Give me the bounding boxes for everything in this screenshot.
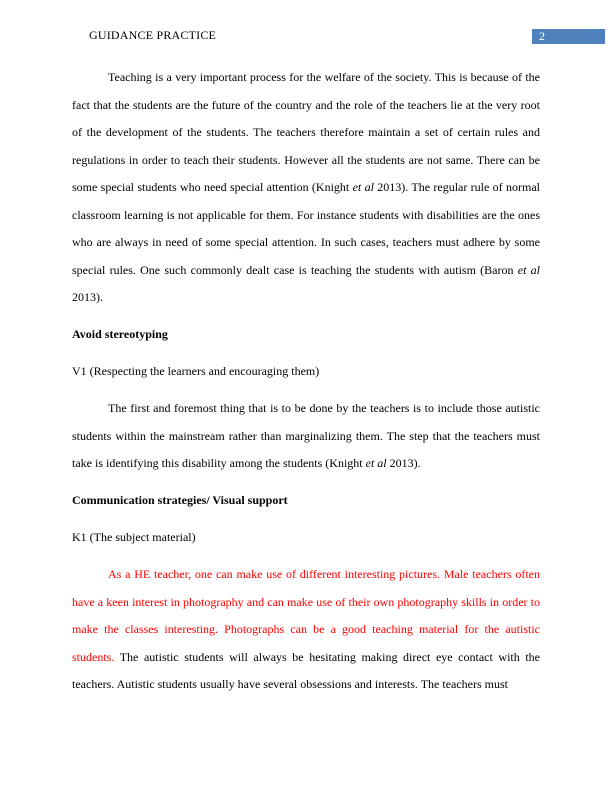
subheading-v1: V1 (Respecting the learners and encouraging them) [72, 364, 320, 378]
paragraph-intro-text-1: Teaching is a very important process for the welfare of the society. This is because of the fact that the students are the future of the country and the role of the teachers lie at the very root of the development of the students. The teachers therefore maintain a set of certain rules and regulations in order to teach their students. However all the students are not same. There can be some special students who need special attention (Knight [72, 70, 540, 194]
paragraph-inclusion-text-2: 2013). [386, 456, 421, 470]
subheading-k1: K1 (The subject material) [72, 530, 196, 544]
body-text [72, 64, 540, 699]
section-heading-communication: Communication strategies/ Visual support [72, 493, 288, 507]
paragraph-visual-support [72, 561, 540, 699]
paragraph-intro [72, 64, 540, 312]
paragraph-inclusion [72, 395, 540, 478]
citation-et-al: et al [352, 180, 374, 194]
paragraph-inclusion-text-1: The first and foremost thing that is to be done by the teachers is to include those autistic students within the mainstream rather than marginalizing them. The step that the teachers must take is identifying this disability among the students (Knight [72, 401, 540, 470]
page-number-box [532, 29, 605, 44]
paragraph-intro-text-2: 2013). The regular rule of normal classroom learning is not applicable for them. For instance students with disabilities are the ones who are always in need of some special attention. In such cases, teachers must adhere by some special rules. One such commonly dealt case is teaching the students with autism (Baron [72, 180, 540, 277]
paragraph-visual-support-text: The autistic students will always be hesitating making direct eye contact with the teachers. Autistic students usually have several obsessions and interests. The teachers must [72, 649, 540, 691]
page-number: 2 [539, 29, 545, 43]
section-heading-stereotyping: Avoid stereotyping [72, 327, 168, 341]
highlighted-text: As a HE teacher, one can make use of different interesting pictures. Male teachers often have a keen interest in photography and can make use of their own photography skills in order to make the classes interesting. Photographs can be a good teaching material for the autistic students. [72, 567, 540, 664]
citation-et-al: et al [365, 456, 387, 470]
citation-et-al: et al [517, 262, 540, 277]
paragraph-intro-text-3: 2013). [72, 290, 103, 304]
running-header: GUIDANCE PRACTICE [89, 28, 217, 42]
